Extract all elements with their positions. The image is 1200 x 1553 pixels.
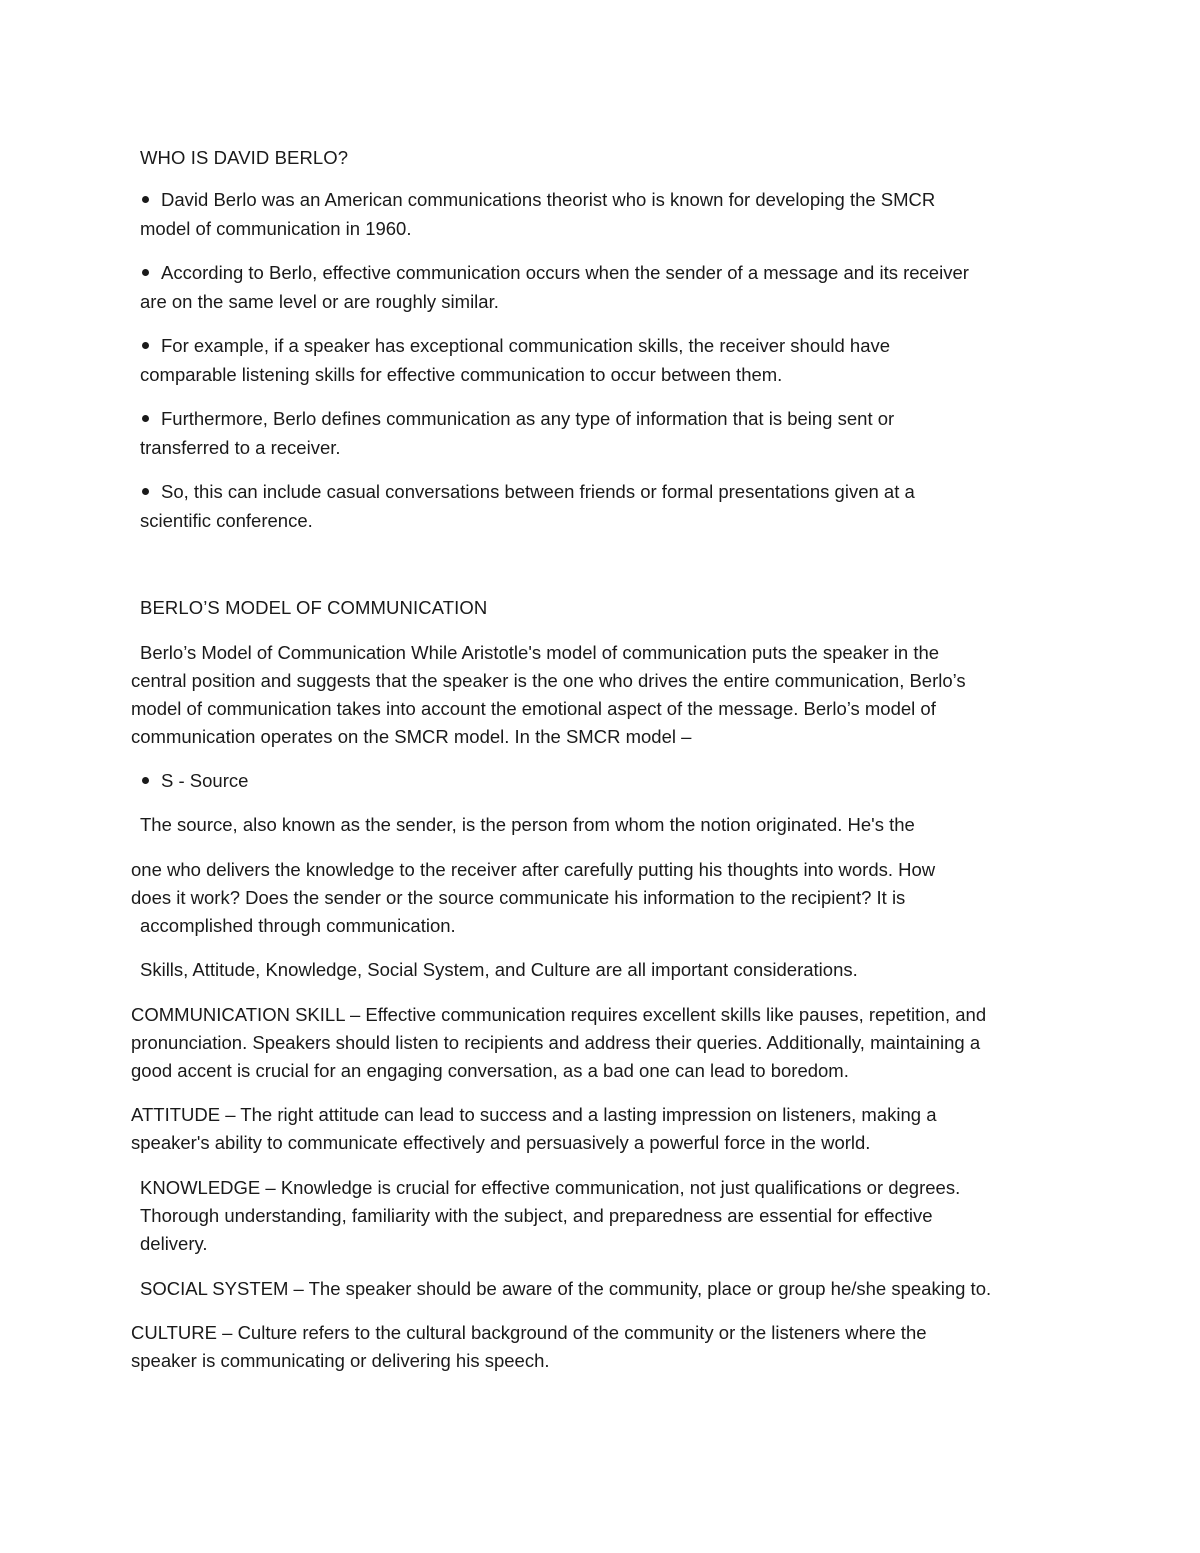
skill-line-1: COMMUNICATION SKILL – Effective communication requires excellent skills like pauses, repetition, and xyxy=(131,1004,987,1025)
attitude-line-1: ATTITUDE – The right attitude can lead to success and a lasting impression on listeners, making a xyxy=(131,1104,937,1125)
source-paragraph-line-1: The source, also known as the sender, is the person from whom the notion originated. He's the xyxy=(140,814,915,835)
skill-line-2: pronunciation. Speakers should listen to recipients and address their queries. Additionally, maintaining a xyxy=(131,1032,981,1053)
source-bullet: S - Source xyxy=(142,766,248,795)
section-heading-who-is-david-berlo: WHO IS DAVID BERLO? xyxy=(140,147,349,168)
bullet-5-line-1: So, this can include casual conversations between friends or formal presentations given at a xyxy=(142,477,915,506)
intro-line-3: model of communication takes into account the emotional aspect of the message. Berlo’s model of xyxy=(131,698,936,719)
bullet-5-line-2: scientific conference. xyxy=(140,510,313,531)
source-paragraph-line-3: does it work? Does the sender or the source communicate his information to the recipient? It is xyxy=(131,887,906,908)
bullet-2-line-2: are on the same level or are roughly similar. xyxy=(140,291,499,312)
bullet-2-line-1: According to Berlo, effective communication occurs when the sender of a message and its receiver xyxy=(142,258,969,287)
bullet-3-line-1: For example, if a speaker has exceptional communication skills, the receiver should have xyxy=(142,331,890,360)
attitude-line-2: speaker's ability to communicate effectively and persuasively a powerful force in the world. xyxy=(131,1132,871,1153)
intro-line-2: central position and suggests that the speaker is the one who drives the entire communication, Berlo’s xyxy=(131,670,966,691)
intro-line-1: Berlo’s Model of Communication While Aristotle's model of communication puts the speaker in the xyxy=(140,642,940,663)
culture-line-2: speaker is communicating or delivering his speech. xyxy=(131,1350,550,1371)
bullet-3-line-2: comparable listening skills for effective communication to occur between them. xyxy=(140,364,783,385)
bullet-1-line-2: model of communication in 1960. xyxy=(140,218,412,239)
knowledge-line-2: Thorough understanding, familiarity with the subject, and preparedness are essential for effective xyxy=(140,1205,933,1226)
knowledge-line-3: delivery. xyxy=(140,1233,208,1254)
bullet-4-line-2: transferred to a receiver. xyxy=(140,437,341,458)
social-system-line: SOCIAL SYSTEM – The speaker should be aware of the community, place or group he/she speaking to. xyxy=(140,1278,992,1299)
culture-line-1: CULTURE – Culture refers to the cultural background of the community or the listeners where the xyxy=(131,1322,927,1343)
skill-line-3: good accent is crucial for an engaging conversation, as a bad one can lead to boredom. xyxy=(131,1060,849,1081)
source-paragraph-line-4: accomplished through communication. xyxy=(140,915,456,936)
source-paragraph-line-2: one who delivers the knowledge to the receiver after carefully putting his thoughts into words. How xyxy=(131,859,936,880)
considerations-line: Skills, Attitude, Knowledge, Social System, and Culture are all important considerations. xyxy=(140,959,858,980)
bullet-4-line-1: Furthermore, Berlo defines communication as any type of information that is being sent or xyxy=(142,404,894,433)
bullet-1-line-1: David Berlo was an American communications theorist who is known for developing the SMCR xyxy=(142,185,935,214)
knowledge-line-1: KNOWLEDGE – Knowledge is crucial for effective communication, not just qualifications or degrees. xyxy=(140,1177,961,1198)
section-heading-berlos-model: BERLO’S MODEL OF COMMUNICATION xyxy=(140,597,488,618)
intro-line-4: communication operates on the SMCR model. In the SMCR model – xyxy=(131,726,692,747)
